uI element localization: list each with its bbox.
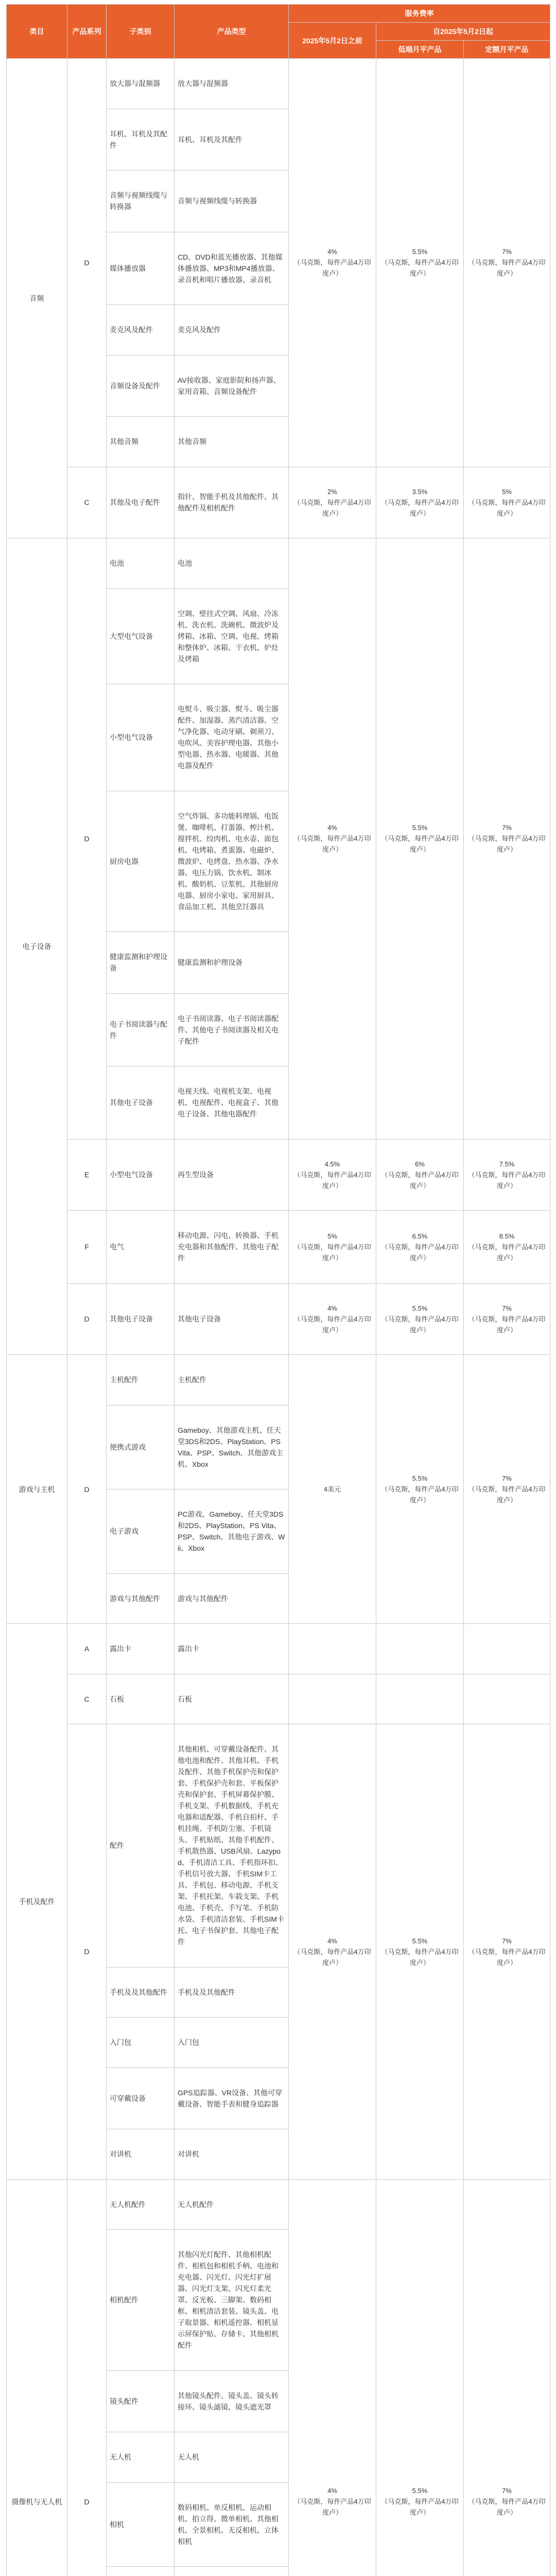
product-type-cell: GPS追踪器、VR设备、其他可穿戴设备、智能手表和健身追踪器 [175,2067,289,2129]
rate-before-cell-note: （马克斯，每件产品4万印度卢） [293,1171,371,1190]
rate-low-cell [376,1283,464,1355]
rate-before-cell [289,467,376,538]
table-row [7,1283,550,1355]
rate-low-cell-value: 5.5% [412,1937,428,1945]
sub-category-cell: 媒体播放器 [107,232,175,305]
sub-category-cell: 入门包 [107,2018,175,2068]
table-row [7,59,550,109]
product-type-cell: 手机及及其他配件 [175,1967,289,2018]
sub-category-cell: 游戏与其他配件 [107,1573,175,1624]
level-cell: D [67,1283,107,1355]
header-period-2: 自2025年5月2日起 [376,23,550,41]
rate-low-cell [376,1624,464,1674]
product-type-cell: PC游戏、Gameboy、任天堂3DS和2DS、PlayStation、PS Vita、PSP、Switch、其他电子游戏、Wii、Xbox [175,1489,289,1574]
rate-low-cell-note: （马克斯，每件产品4万印度卢） [381,1171,459,1190]
rate-low-cell-note: （马克斯，每件产品4万印度卢） [381,835,459,854]
rate-before-cell-value: 4% [327,824,337,832]
product-type-cell: 其他音频 [175,417,289,467]
level-cell: D [67,59,107,467]
sub-category-cell: 小型电气设备 [107,684,175,791]
rate-low-cell-note: （马克斯，每件产品4万印度卢） [381,1485,459,1504]
rate-before-cell-value: 4% [327,1304,337,1312]
product-type-cell: 露出卡 [175,1624,289,1674]
product-type-cell: CD、DVD和蓝光播放器、其他媒体播放器、MP3和MP4播放器、录音机和唱片播放器、录音机 [175,232,289,305]
rate-high-cell [464,467,550,538]
table-row [7,1724,550,1968]
rate-low-cell [376,538,464,1140]
rate-low-cell-note: （马克斯，每件产品4万印度卢） [381,1243,459,1262]
rate-before-cell [289,1624,376,1674]
rate-before-cell [289,1355,376,1624]
rate-low-cell [376,1724,464,2180]
product-type-cell: 健康监测和护理设备 [175,932,289,994]
rate-low-cell [376,467,464,538]
sub-category-cell: 无人机配件 [107,2179,175,2230]
rate-high-cell-value: 7% [502,1475,512,1482]
rate-before-cell-value: 4美元 [323,1485,341,1493]
product-type-cell: 其他相机、可穿戴设备配件、其他电池和配件、其他耳机、手机及配件、其他手机保护壳和保护套、手机保护壳和套、平板保护壳和保护套、手机屏幕保护膜、手机支架、手机数据线、手机充电器和适配器、手机自拍杆、手机挂绳、手机防尘塞、手机镜头、手机贴纸、其他手机配件、手机散热器、USB风扇、Lazypod、手机清洁工具、手机指环扣、手机信号放大器、手机SIM卡工具、手机包、移动电源、手机支架、手机托架、车载支架、手机电池、手机壳、手写笔、手机防水袋、手机清洁套装、手机SIM卡托、电子书保护套、其他电子配件 [175,1724,289,1968]
rate-high-cell-value: 7% [502,1937,512,1945]
product-type-cell: 再生型设备 [175,1139,289,1211]
rate-high-cell [464,538,550,1140]
product-type-cell: 指针、智能手机及其他配件、其他配件及相机配件 [175,467,289,538]
rate-high-cell-note: （马克斯，每件产品4万印度卢） [468,1171,546,1190]
sub-category-cell: 相机 [107,2482,175,2567]
product-type-cell: 电视天线、电视机支架、电视机、电视配件、电视盒子、其他电子设备、其他电器配件 [175,1066,289,1140]
fee-rate-table [6,4,550,2576]
table-body [7,59,550,2576]
rate-high-cell [464,1355,550,1624]
header-col-high: 定额月平产品 [464,41,550,59]
rate-high-cell-note: （马克斯，每件产品4万印度卢） [468,1315,546,1334]
table-row [7,1674,550,1724]
rate-before-cell [289,1211,376,1284]
rate-before-cell-note: （马克斯，每件产品4万印度卢） [293,1947,371,1967]
rate-before-cell-note: （马克斯，每件产品4万印度卢） [293,1315,371,1334]
header-period-1: 2025年5月2日之前 [289,23,376,59]
rate-high-cell-note: （马克斯，每件产品4万印度卢） [468,2498,546,2517]
level-cell: D [67,538,107,1140]
product-type-cell: 石板 [175,1674,289,1724]
rate-high-cell [464,2179,550,2576]
rate-low-cell-value: 6.5% [412,1232,428,1240]
product-type-cell: 放大器与混频器 [175,59,289,109]
category-cell: 手机及配件 [7,1624,67,2180]
product-type-cell: 入门包 [175,2018,289,2068]
rate-high-cell-value: 7.5% [499,1160,515,1168]
rate-before-cell-value: 2% [327,487,337,496]
product-type-cell: 空气炸锅、多功能料理锅、电饭煲、咖啡机、打蛋器、榨汁机、搅拌机、绞肉机、电水壶、面包机、电烤箱、煮蛋器、电磁炉、微波炉、电烤盘、热水器、净水器、电压力锅、饮水机、制冰机、酸奶机、豆浆机、其他厨房电器、厨房小家电、家用厨具、食品加工机、其他烹饪器具 [175,791,289,932]
level-cell: D [67,1724,107,2180]
sub-category-cell: 电子游戏 [107,1489,175,1574]
rate-low-cell [376,1211,464,1284]
sub-category-cell: 对讲机 [107,2129,175,2180]
rate-high-cell-note: （马克斯，每件产品4万印度卢） [468,1485,546,1504]
level-cell: C [67,1674,107,1724]
header-level: 产品系列 [67,5,107,59]
sub-category-cell: 放大器与混频器 [107,59,175,109]
product-type-cell: 游戏与其他配件 [175,1573,289,1624]
rate-low-cell-value: 3.5% [412,487,428,496]
rate-high-cell [464,1283,550,1355]
rate-low-cell [376,59,464,467]
header-fee-rate: 服务费率 [289,5,550,23]
product-type-cell: 无人机 [175,2432,289,2483]
rate-low-cell [376,1139,464,1211]
sub-category-cell: 电池 [107,538,175,589]
rate-high-cell-note: （马克斯，每件产品4万印度卢） [468,1243,546,1262]
rate-before-cell [289,1139,376,1211]
rate-low-cell-value: 5.5% [412,1475,428,1482]
sub-category-cell [107,2567,175,2576]
level-cell: D [67,2179,107,2576]
category-cell: 游戏与主机 [7,1355,67,1624]
header-sub-category: 子类别 [107,5,175,59]
table-row [7,1139,550,1211]
rate-high-cell [464,1674,550,1724]
sub-category-cell: 厨房电器 [107,791,175,932]
rate-low-cell-value: 5.5% [412,824,428,832]
header-col-low: 低端月平产品 [376,41,464,59]
product-type-cell: 耳机、耳机及其配件 [175,109,289,171]
rate-low-cell [376,1674,464,1724]
table-header [7,5,550,59]
product-type-cell: Gameboy、其他游戏主机、任天堂3DS和2DS、PlayStation、PS Vita、PSP、Switch、其他游戏主机、Xbox [175,1405,289,1489]
sub-category-cell: 其他音频 [107,417,175,467]
sub-category-cell: 小型电气设备 [107,1139,175,1211]
sub-category-cell: 石板 [107,1674,175,1724]
rate-high-cell [464,1624,550,1674]
sub-category-cell: 配件 [107,1724,175,1968]
product-type-cell [175,2567,289,2576]
rate-high-cell-note: （马克斯，每件产品4万印度卢） [468,259,546,278]
rate-high-cell-value: 8.5% [499,1232,515,1240]
sub-category-cell: 音频设备及配件 [107,355,175,417]
table-row [7,467,550,538]
header-category: 类目 [7,5,67,59]
rate-low-cell-note: （马克斯，每件产品4万印度卢） [381,2498,459,2517]
rate-before-cell-note: （马克斯，每件产品4万印度卢） [293,2498,371,2517]
rate-low-cell [376,2179,464,2576]
product-type-cell: 数码相机、单反相机、运动相机、拍立得、微单相机、其他相机、全景相机、无反相机、立体相机 [175,2482,289,2567]
sub-category-cell: 主机配件 [107,1355,175,1405]
table-row [7,1355,550,1405]
sub-category-cell: 麦克风及配件 [107,305,175,355]
product-type-cell: 空调、壁挂式空调、风扇、冷冻机、洗衣机、洗碗机、微波炉及烤箱、冰箱、空调、电视、烤箱和整体炉、冰箱、干衣机、炉灶及烤箱 [175,588,289,684]
sub-category-cell: 音频与视频线缆与转换器 [107,171,175,232]
level-cell: F [67,1211,107,1284]
rate-before-cell-value: 5% [327,1232,337,1240]
rate-high-cell-note: （马克斯，每件产品4万印度卢） [468,835,546,854]
table-row [7,538,550,589]
rate-high-cell [464,59,550,467]
rate-high-cell-value: 5% [502,487,512,496]
rate-high-cell [464,1211,550,1284]
level-cell: D [67,1355,107,1624]
category-cell: 摄像机与无人机 [7,2179,67,2576]
rate-high-cell-value: 7% [502,2487,512,2495]
rate-low-cell-value: 5.5% [412,248,428,256]
sub-category-cell: 无人机 [107,2432,175,2483]
rate-low-cell-value: 6% [415,1160,425,1168]
rate-before-cell [289,1283,376,1355]
product-type-cell: 主机配件 [175,1355,289,1405]
sub-category-cell: 手机及及其他配件 [107,1967,175,2018]
sub-category-cell: 健康监测和护理设备 [107,932,175,994]
table-row [7,1624,550,1674]
sub-category-cell: 电气 [107,1211,175,1284]
rate-before-cell-note: （马克斯，每件产品4万印度卢） [293,259,371,278]
category-cell: 电子设备 [7,538,67,1355]
table-row [7,2179,550,2230]
rate-high-cell-note: （马克斯，每件产品4万印度卢） [468,498,546,517]
product-type-cell: 电子书阅读器、电子书阅读器配件、其他电子书阅读器及相关电子配件 [175,993,289,1066]
sub-category-cell: 耳机、耳机及其配件 [107,109,175,171]
sub-category-cell: 便携式游戏 [107,1405,175,1489]
rate-before-cell [289,59,376,467]
product-type-cell: 麦克风及配件 [175,305,289,355]
rate-low-cell-note: （马克斯，每件产品4万印度卢） [381,1947,459,1967]
product-type-cell: 其他电子设备 [175,1283,289,1355]
product-type-cell: 其他闪光灯配件、其他相机配件、相机包和相机手柄、电池和充电器、闪光灯、闪光灯扩展器、闪光灯支架、闪光灯柔光罩、反光板、三脚架、数码相框、相机清洁套装、镜头盖、电子取景器、相机遥控器、相机显示屏保护贴、存储卡、其他相机配件 [175,2230,289,2371]
sub-category-cell: 镜头配件 [107,2370,175,2432]
sub-category-cell: 大型电气设备 [107,588,175,684]
category-cell: 音频 [7,59,67,538]
product-type-cell: 对讲机 [175,2129,289,2180]
rate-before-cell-value: 4% [327,2487,337,2495]
sub-category-cell: 电子书阅读器与配件 [107,993,175,1066]
rate-high-cell-value: 7% [502,1304,512,1312]
rate-high-cell [464,1724,550,2180]
rate-low-cell-note: （马克斯，每件产品4万印度卢） [381,498,459,517]
rate-before-cell-value: 4.5% [324,1160,340,1168]
level-cell: C [67,467,107,538]
rate-before-cell [289,1674,376,1724]
product-type-cell: 电池 [175,538,289,589]
sub-category-cell: 其他电子设备 [107,1066,175,1140]
sub-category-cell: 相机配件 [107,2230,175,2371]
sub-category-cell: 露出卡 [107,1624,175,1674]
rate-before-cell-value: 4% [327,248,337,256]
rate-before-cell [289,1724,376,2180]
rate-low-cell-note: （马克斯，每件产品4万印度卢） [381,1315,459,1334]
rate-high-cell [464,1139,550,1211]
rate-low-cell-value: 5.5% [412,1304,428,1312]
product-type-cell: AV接收器、家庭影院和扬声器、家用音箱、音频设备配件 [175,355,289,417]
rate-before-cell [289,538,376,1140]
product-type-cell: 电熨斗、吸尘器、熨斗、吸尘器配件、加湿器、蒸汽清洁器、空气净化器、电动牙刷、剃须刀、电吹风、美容护理电器、其他小型电器、热水器、电暖器、其他电器及配件 [175,684,289,791]
rate-low-cell [376,1355,464,1624]
rate-high-cell-note: （马克斯，每件产品4万印度卢） [468,1947,546,1967]
rate-before-cell-note: （马克斯，每件产品4万印度卢） [293,498,371,517]
rate-before-cell [289,2179,376,2576]
rate-high-cell-value: 7% [502,824,512,832]
rate-low-cell-value: 5.5% [412,2487,428,2495]
sub-category-cell: 可穿戴设备 [107,2067,175,2129]
rate-high-cell-value: 7% [502,248,512,256]
rate-before-cell-note: （马克斯，每件产品4万印度卢） [293,835,371,854]
header-product-type: 产品类型 [175,5,289,59]
rate-low-cell-note: （马克斯，每件产品4万印度卢） [381,259,459,278]
level-cell: E [67,1139,107,1211]
product-type-cell: 无人机配件 [175,2179,289,2230]
rate-before-cell-value: 4% [327,1937,337,1945]
table-row [7,1211,550,1284]
level-cell: A [67,1624,107,1674]
sub-category-cell: 其他电子设备 [107,1283,175,1355]
rate-before-cell-note: （马克斯，每件产品4万印度卢） [293,1243,371,1262]
product-type-cell: 移动电源、闪电、转换器、手机充电器和其他配件、其他电子配件 [175,1211,289,1284]
sub-category-cell: 其他及电子配件 [107,467,175,538]
product-type-cell: 音频与视频线缆与转换器 [175,171,289,232]
product-type-cell: 其他镜头配件、镜头盖、镜头转接环、镜头滤镜、镜头遮光罩 [175,2370,289,2432]
